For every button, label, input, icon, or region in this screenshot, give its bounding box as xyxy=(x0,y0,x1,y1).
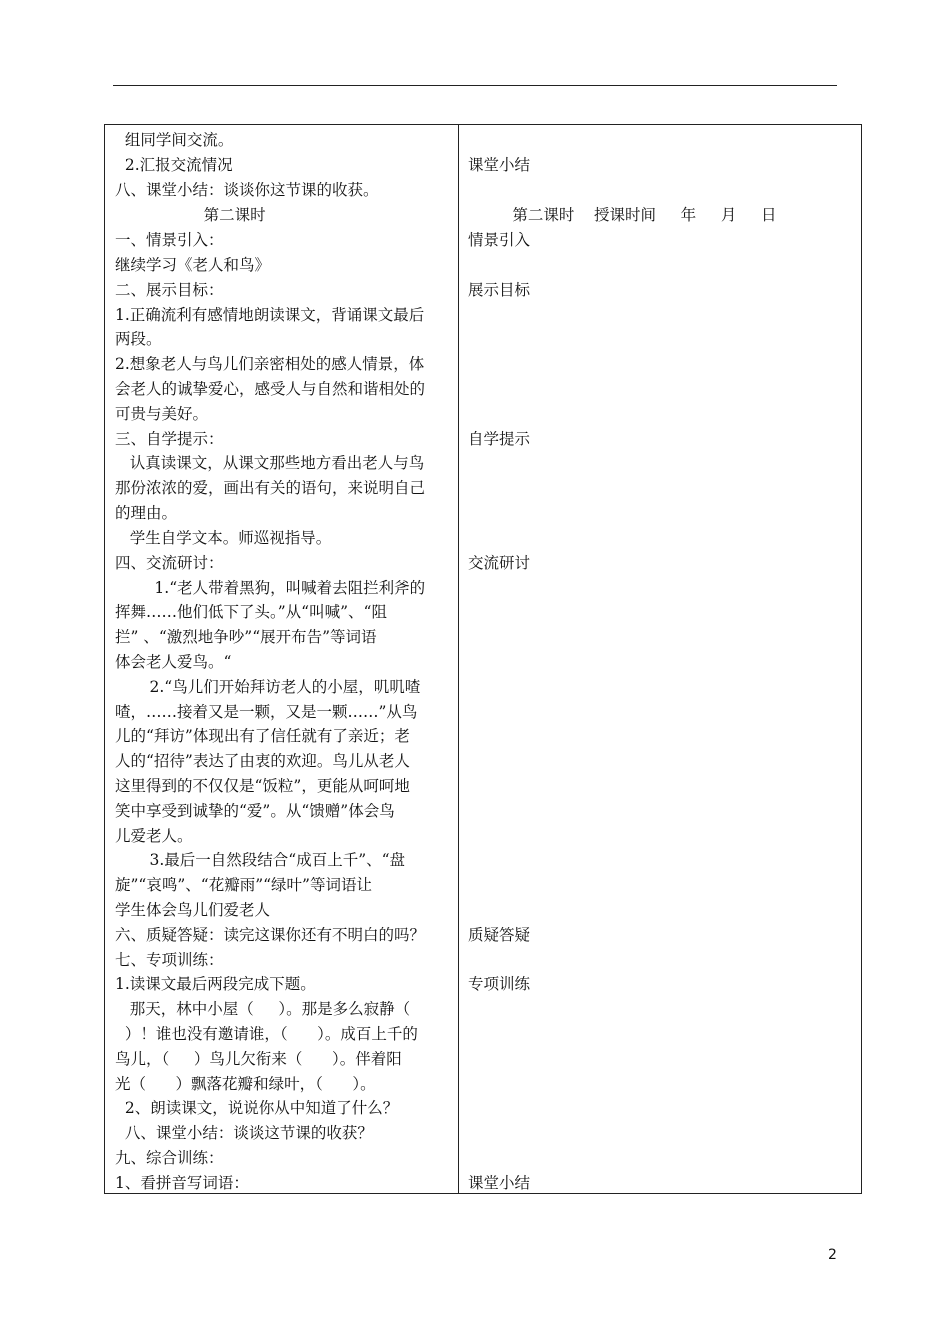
lesson-text-line: ）！谁也没有邀请谁，（ ）。成百上千的 xyxy=(115,1025,418,1043)
lesson-text-line: 体会老人爱鸟。“ xyxy=(115,653,232,671)
lesson-text-line: 鸟儿，（ ）鸟儿欠衔来（ ）。伴着阳 xyxy=(115,1050,402,1068)
lesson-text-line: 1、看拼音写词语： xyxy=(115,1174,249,1192)
lesson-text-line: 组同学间交流。 xyxy=(115,131,234,149)
section-label: 自学提示 xyxy=(468,430,531,448)
lesson-text-line: 喳，……接着又是一颗，又是一颗……”从鸟 xyxy=(115,703,418,721)
section-label: 交流研讨 xyxy=(468,554,531,572)
lesson-text-line: 三、自学提示： xyxy=(115,430,224,448)
lesson-text-line: 继续学习《老人和鸟》 xyxy=(115,256,271,274)
lesson-text-line: 3.最后一自然段结合“成百上千”、“盘 xyxy=(115,851,406,869)
lesson-text-line: 学生体会鸟儿们爱老人 xyxy=(115,901,271,919)
column-divider xyxy=(458,125,459,1193)
lesson-text-line: 二、展示目标： xyxy=(115,281,224,299)
lesson-text-line: 1.读课文最后两段完成下题。 xyxy=(115,975,316,993)
lesson-text-line: 认真读课文，从课文那些地方看出老人与鸟 xyxy=(115,454,425,472)
lesson-text-line: 2.想象老人与鸟儿们亲密相处的感人情景，体 xyxy=(115,355,425,373)
lesson-text-line: 的理由。 xyxy=(115,504,178,522)
lesson-text-line: 六、质疑答疑：读完这课你还有不明白的吗？ xyxy=(115,926,426,944)
lesson-text-line: 笑中享受到诚挚的“爱”。从“馈赠”体会鸟 xyxy=(115,802,395,820)
lesson-text-line: 儿爱老人。 xyxy=(115,827,193,845)
section-label: 情景引入 xyxy=(468,231,531,249)
section-label: 专项训练 xyxy=(468,975,531,993)
section-label: 课堂小结 xyxy=(468,156,531,174)
section-label: 第二课时 授课时间 年 月 日 xyxy=(468,206,777,224)
lesson-text-line: 两段。 xyxy=(115,330,162,348)
lesson-text-line: 2.汇报交流情况 xyxy=(115,156,233,174)
lesson-text-line: 学生自学文本。师巡视指导。 xyxy=(115,529,332,547)
lesson-text-line: 挥舞……他们低下了头。”从“叫喊”、“阻 xyxy=(115,603,387,621)
header-rule xyxy=(113,85,837,86)
lesson-text-line: 拦” 、“激烈地争吵”“展开布告”等词语 xyxy=(115,628,377,646)
lesson-text-line: 人的“招待”表达了由衷的欢迎。鸟儿从老人 xyxy=(115,752,410,770)
lesson-text-line: 八、课堂小结：谈谈这节课的收获？ xyxy=(115,1124,373,1142)
lesson-plan-table xyxy=(104,124,862,1194)
lesson-text-line: 八、课堂小结：谈谈你这节课的收获。 xyxy=(115,181,379,199)
page-number: 2 xyxy=(828,1247,837,1263)
lesson-text-line: 四、交流研讨： xyxy=(115,554,224,572)
lesson-text-line: 七、专项训练： xyxy=(115,951,224,969)
lesson-text-line: 1.“老人带着黑狗，叫喊着去阻拦利斧的 xyxy=(115,579,426,597)
section-label: 质疑答疑 xyxy=(468,926,531,944)
section-label: 展示目标 xyxy=(468,281,531,299)
lesson-text-line: 那份浓浓的爱，画出有关的语句，来说明自己 xyxy=(115,479,426,497)
lesson-text-line: 旋”“哀鸣”、“花瓣雨”“绿叶”等词语让 xyxy=(115,876,372,894)
lesson-text-line: 可贵与美好。 xyxy=(115,405,209,423)
lesson-text-line: 儿的“拜访”体现出有了信任就有了亲近；老 xyxy=(115,727,410,745)
lesson-text-line: 2、朗读课文，说说你从中知道了什么？ xyxy=(115,1099,399,1117)
lesson-text-line: 这里得到的不仅仅是“饭粒”，更能从呵呵地 xyxy=(115,777,410,795)
lesson-text-line: 第二课时 xyxy=(115,206,266,224)
lesson-text-line: 会老人的诚挚爱心，感受人与自然和谐相处的 xyxy=(115,380,426,398)
section-label: 课堂小结 xyxy=(468,1174,531,1192)
lesson-text-line: 那天，林中小屋（ ）。那是多么寂静（ xyxy=(115,1000,411,1018)
lesson-text-line: 1.正确流利有感情地朗读课文，背诵课文最后 xyxy=(115,306,425,324)
lesson-text-line: 一、情景引入： xyxy=(115,231,224,249)
lesson-text-line: 九、综合训练： xyxy=(115,1149,224,1167)
lesson-text-line: 2.“鸟儿们开始拜访老人的小屋，叽叽喳 xyxy=(115,678,421,696)
lesson-text-line: 光（ ）飘落花瓣和绿叶，（ ）。 xyxy=(115,1075,376,1093)
